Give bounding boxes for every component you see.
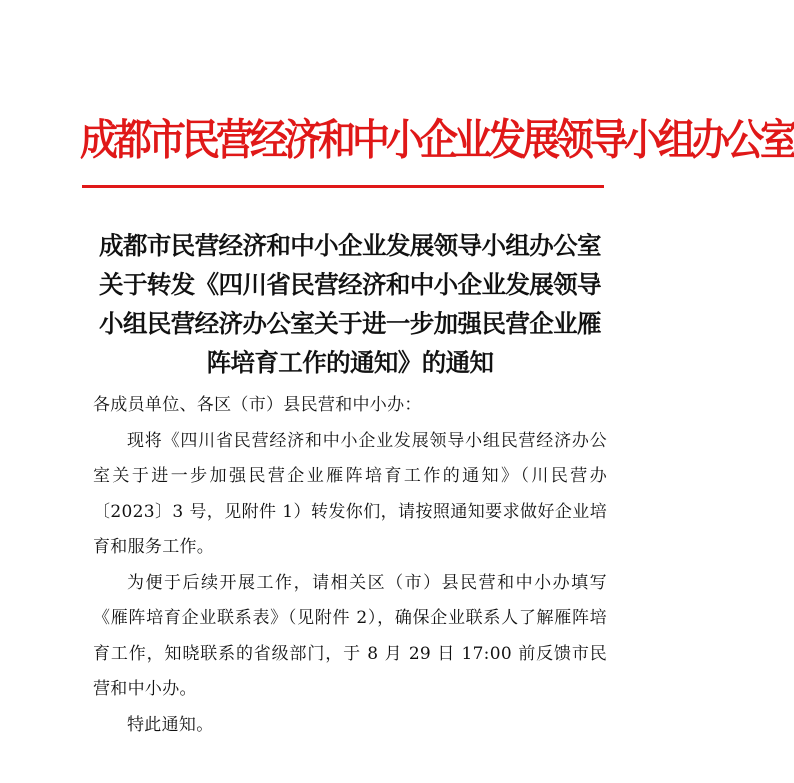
letterhead-red-rule: [82, 185, 604, 188]
body-paragraph-forward-notice: 现将《四川省民营经济和中小企业发展领导小组民营经济办公室关于进一步加强民营企业雁阵培育工作的通知》（川民营办〔2023〕3 号，见附件 1）转发你们，请按照通知要求做好企业培育和服务工作。: [93, 430, 607, 557]
salutation: 各成员单位、各区（市）县民营和中小办：: [93, 395, 422, 415]
body-paragraph-contact-form: 为便于后续开展工作，请相关区（市）县民营和中小办填写《雁阵培育企业联系表》（见附件 2），确保企业联系人了解雁阵培育工作，知晓联系的省级部门，于 8 月 29 日 17:00 前反馈市民营和中小办。: [93, 572, 607, 699]
body-paragraph-closing: 特此通知。: [127, 714, 214, 735]
document-title: 成都市民营经济和中小企业发展领导小组办公室关于转发《四川省民营经济和中小企业发展领导小组民营经济办公室关于进一步加强民营企业雁阵培育工作的通知》的通知: [99, 231, 601, 377]
document-body: [93, 388, 607, 743]
letterhead-org-name: 成都市民营经济和中小企业发展领导小组办公室: [80, 114, 794, 165]
